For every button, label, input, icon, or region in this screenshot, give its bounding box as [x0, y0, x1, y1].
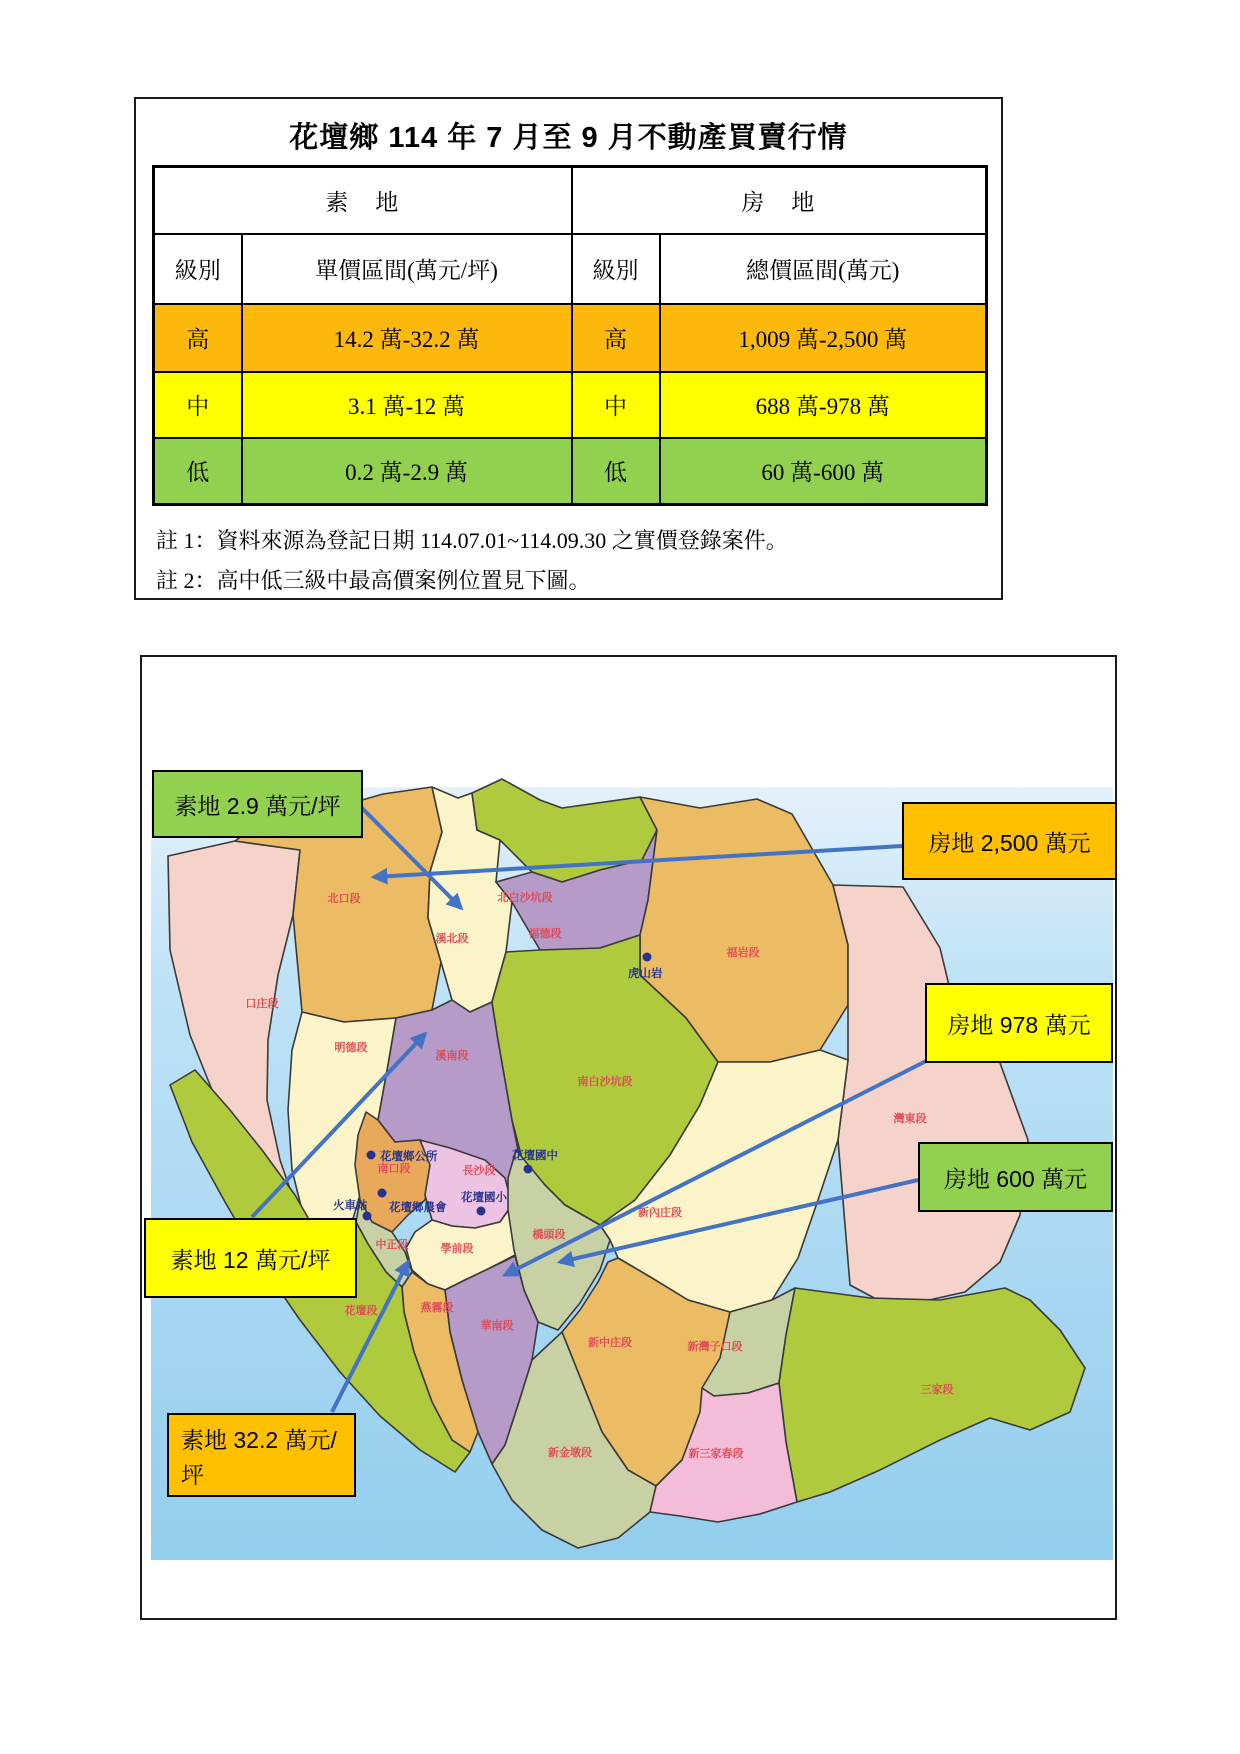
tier-cell: 低	[154, 438, 242, 505]
map-region-label: 溪南段	[435, 1050, 469, 1062]
map-region-label: 華南段	[480, 1320, 514, 1332]
price-table	[152, 165, 988, 506]
price-range-cell: 14.2 萬-32.2 萬	[242, 304, 572, 372]
price-range-cell: 688 萬-978 萬	[660, 372, 987, 438]
footnote-2: 註 2：高中低三級中最高價案例位置見下圖。	[156, 568, 591, 593]
callout-vacant-land-high: 素地 32.2 萬元/坪	[167, 1413, 356, 1497]
map-region-label: 灣東段	[893, 1113, 927, 1125]
map-region-label: 新三家春段	[688, 1448, 744, 1460]
callout-vacant-land-mid: 素地 12 萬元/坪	[144, 1218, 357, 1298]
section-header-house-land: 房 地	[572, 167, 987, 234]
table-row	[154, 234, 987, 304]
table-row-mid	[154, 372, 987, 438]
poi-label: 花壇鄉農會	[389, 1202, 447, 1214]
price-range-cell: 60 萬-600 萬	[660, 438, 987, 505]
poi-label: 火車站	[333, 1200, 368, 1212]
map-region-label: 新內庄段	[638, 1207, 682, 1219]
tier-cell: 中	[154, 372, 242, 438]
column-header-tier: 級別	[154, 234, 242, 304]
callout-house-land-high: 房地 2,500 萬元	[902, 802, 1117, 880]
callout-house-land-low: 房地 600 萬元	[918, 1142, 1113, 1212]
callout-house-land-mid: 房地 978 萬元	[925, 983, 1113, 1063]
table-row-high	[154, 304, 987, 372]
poi-label: 花壇國小	[461, 1192, 507, 1204]
map-region-label: 花壇段	[344, 1305, 378, 1317]
column-header-unit-price: 單價區間(萬元/坪)	[242, 234, 572, 304]
map-region-label: 橋頭段	[532, 1229, 566, 1241]
callout-vacant-land-low: 素地 2.9 萬元/坪	[152, 770, 363, 838]
price-range-cell: 0.2 萬-2.9 萬	[242, 438, 572, 505]
section-header-vacant-land: 素 地	[154, 167, 572, 234]
tier-cell: 中	[572, 372, 660, 438]
map-region-label: 福岩段	[726, 947, 760, 959]
map-region-label: 新金墩段	[548, 1447, 592, 1459]
price-table-panel	[134, 97, 1003, 600]
map-region-label: 中正段	[375, 1239, 409, 1251]
table-row-low	[154, 438, 987, 505]
footnotes	[156, 521, 788, 601]
poi-label: 花壇鄉公所	[380, 1151, 438, 1163]
poi-label: 虎山岩	[628, 968, 663, 980]
tier-cell: 低	[572, 438, 660, 505]
page-title: 花壇鄉 114 年 7 月至 9 月不動產買賣行情	[289, 122, 848, 154]
price-range-cell: 1,009 萬-2,500 萬	[660, 304, 987, 372]
map-region-label: 明德段	[334, 1042, 368, 1054]
map-region-label: 長沙段	[462, 1165, 496, 1177]
price-range-cell: 3.1 萬-12 萬	[242, 372, 572, 438]
tier-cell: 高	[154, 304, 242, 372]
map-region-label: 新中庄段	[588, 1337, 632, 1349]
map-region-label: 燕霧段	[420, 1302, 454, 1314]
map-region-label: 北口段	[327, 893, 361, 905]
map-region-label: 溪北段	[435, 933, 469, 945]
map-region-label: 北白沙坑段	[497, 892, 553, 904]
footnote-1: 註 1：資料來源為登記日期 114.07.01~114.09.30 之實價登錄案件。	[156, 528, 788, 553]
map-region-label: 福德段	[528, 928, 562, 940]
map-region-label: 三家段	[920, 1384, 954, 1396]
tier-cell: 高	[572, 304, 660, 372]
map-region-label: 新灣子口段	[687, 1341, 743, 1353]
column-header-tier: 級別	[572, 234, 660, 304]
map-region-label: 南口段	[377, 1163, 411, 1175]
table-row	[154, 167, 987, 234]
map-region-label: 學前段	[440, 1243, 474, 1255]
poi-label: 花壇國中	[512, 1150, 558, 1162]
map-region-label: 口庄段	[245, 998, 279, 1010]
column-header-total-price: 總價區間(萬元)	[660, 234, 987, 304]
map-region-label: 南白沙坑段	[577, 1076, 633, 1088]
